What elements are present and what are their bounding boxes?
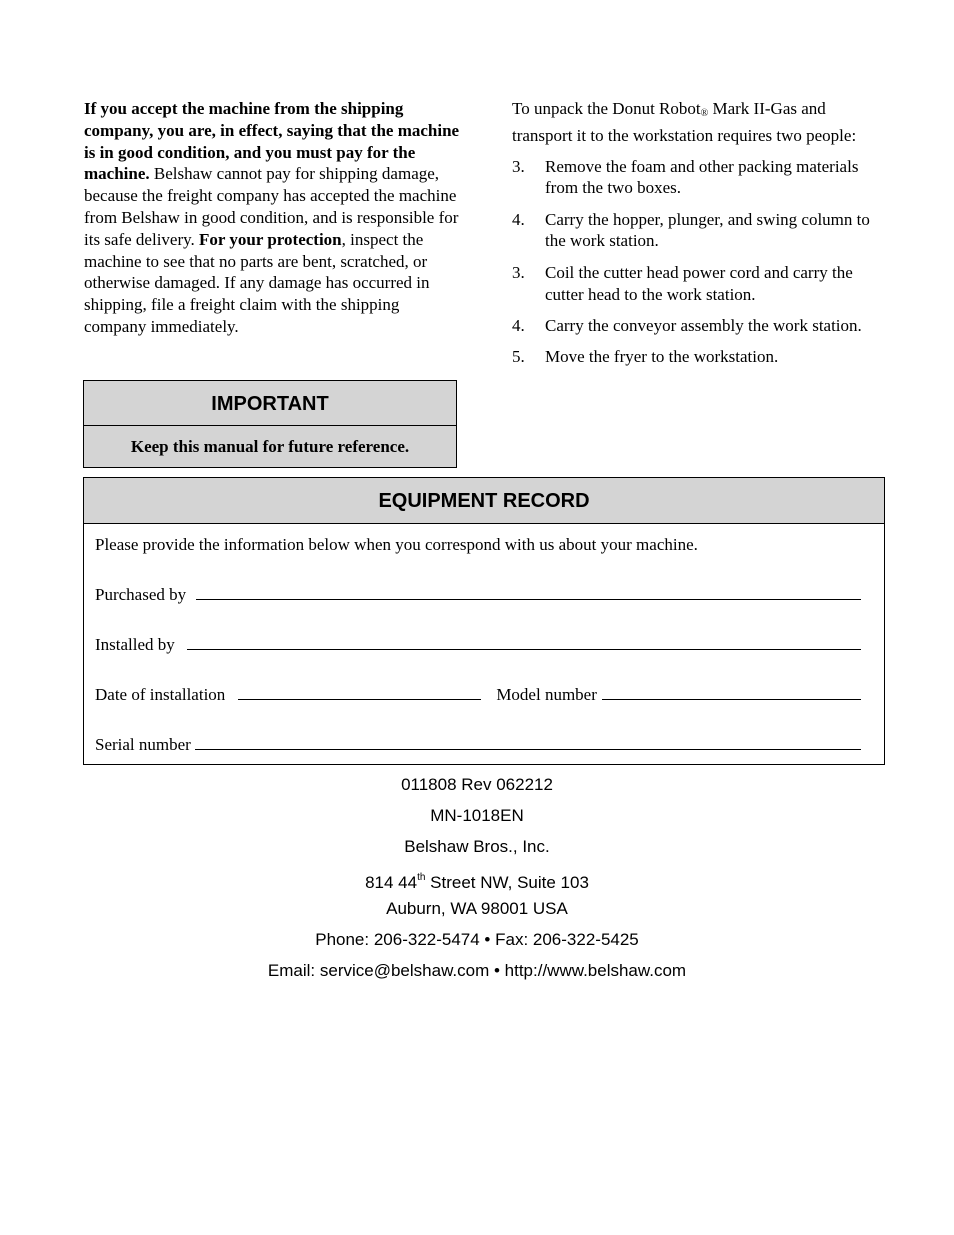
- serial-number-row: [95, 735, 861, 755]
- model-number-label: Model number: [496, 685, 597, 704]
- registered-mark: ®: [700, 108, 709, 119]
- list-item: [512, 315, 882, 337]
- installed-by-field[interactable]: [187, 635, 861, 650]
- step-number: 5.: [512, 347, 525, 367]
- record-instructions: Please provide the information below when you correspond with us about your machine.: [95, 535, 698, 554]
- company-name: Belshaw Bros., Inc.: [404, 837, 550, 856]
- email-web-line: Email: service@belshaw.com • http://www.belshaw.com: [267, 961, 687, 980]
- step-text: Move the fryer to the workstation.: [545, 347, 779, 367]
- purchased-by-field[interactable]: [196, 585, 861, 600]
- list-item: [512, 209, 882, 253]
- unpack-intro-text-2: Mark II-Gas and transport it to the workstation requires two people:: [512, 99, 857, 145]
- model-number-field[interactable]: [602, 685, 861, 700]
- phone-fax-line: Phone: 206-322-5474 • Fax: 206-322-5425: [315, 930, 639, 949]
- step-number: 4.: [512, 315, 525, 335]
- shipping-notice-bold-intro: If you accept the machine from the shipping company, you are, in effect, saying that the machine is in good condition, and you must pay for the machine.: [84, 99, 460, 184]
- unpack-intro: [512, 98, 882, 147]
- equipment-record-title: EQUIPMENT RECORD: [84, 478, 884, 524]
- street-number: 814 44: [365, 873, 418, 892]
- list-item: [512, 346, 882, 368]
- revision-number: 011808 Rev 062212: [401, 775, 553, 794]
- equipment-record-form: [83, 477, 885, 765]
- city-line: Auburn, WA 98001 USA: [386, 899, 568, 918]
- unpack-intro-text: To unpack the Donut Robot: [512, 99, 701, 118]
- step-text: Carry the conveyor assembly the work station.: [545, 315, 862, 335]
- document-number: MN-1018EN: [430, 806, 524, 825]
- shipping-notice-paragraph: [84, 98, 460, 338]
- company-footer: [0, 772, 954, 989]
- date-of-installation-field[interactable]: [238, 685, 481, 700]
- installation-model-row: [95, 685, 861, 705]
- protection-text: , inspect the machine to see that no parts are bent, scratched, or otherwise damaged. If any damage has occurred in shipping, file a freight claim with the shipping company immediately.: [84, 229, 430, 336]
- step-text: Coil the cutter head power cord and carry the cutter head to the work station.: [545, 262, 853, 304]
- serial-number-field[interactable]: [195, 735, 861, 750]
- street-name: Street NW, Suite 103: [425, 873, 589, 892]
- installed-by-label: Installed by: [95, 635, 175, 654]
- step-number: 4.: [512, 209, 525, 229]
- list-item: [512, 156, 882, 200]
- purchased-by-row: [95, 585, 861, 605]
- shipping-notice-text: Belshaw cannot pay for shipping damage, because the freight company has accepted the machine from Belshaw in good condition, and is responsible for its safe delivery.: [84, 164, 459, 249]
- protection-bold: For your protection: [199, 229, 342, 249]
- street-address: [0, 865, 954, 896]
- step-number: 3.: [512, 156, 525, 176]
- important-title: IMPORTANT: [84, 381, 456, 426]
- date-of-installation-label: Date of installation: [95, 685, 226, 704]
- step-text: Carry the hopper, plunger, and swing column to the work station.: [545, 209, 870, 251]
- step-number: 3.: [512, 262, 525, 282]
- purchased-by-label: Purchased by: [95, 585, 187, 604]
- serial-number-label: Serial number: [95, 735, 191, 754]
- unpack-instructions: [512, 98, 882, 377]
- important-box: [83, 380, 457, 468]
- step-text: Remove the foam and other packing materials from the two boxes.: [545, 156, 859, 198]
- installed-by-row: [95, 635, 861, 655]
- important-text: Keep this manual for future reference.: [130, 437, 410, 456]
- street-ordinal: th: [417, 872, 426, 883]
- unpack-steps-list: [512, 156, 882, 368]
- list-item: [512, 262, 882, 306]
